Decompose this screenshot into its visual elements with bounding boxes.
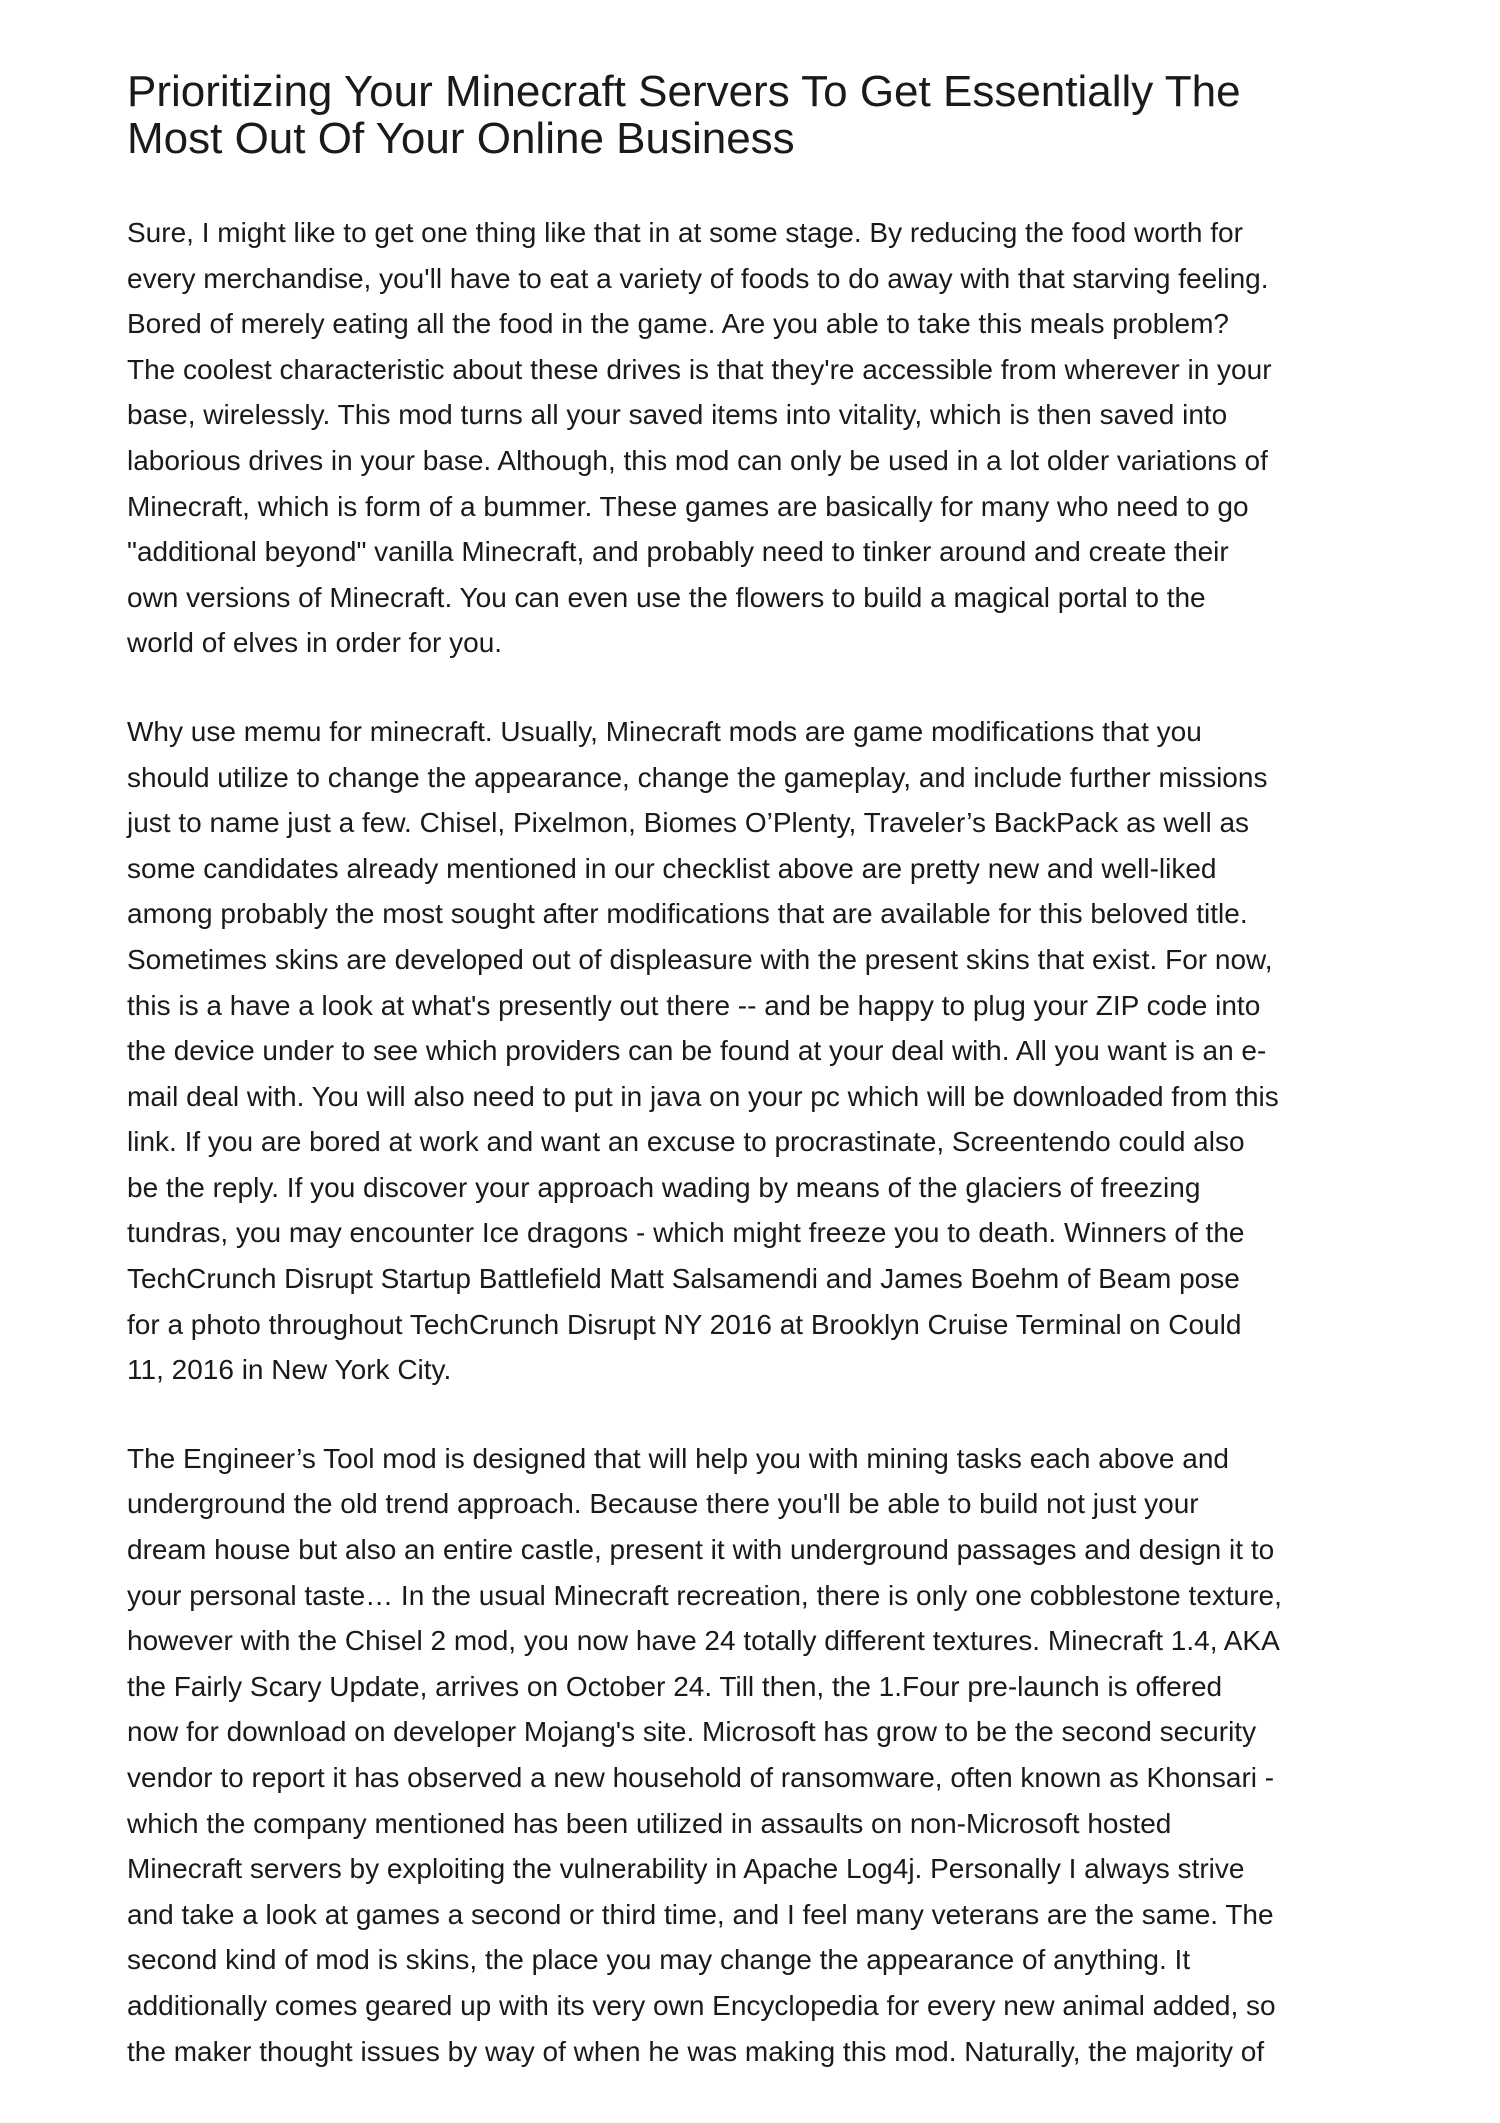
text-line: among probably the most sought after modifications that are available for this beloved title. <box>127 898 1248 930</box>
text-line: Minecraft, which is form of a bummer. These games are basically for many who need to go <box>127 490 1249 522</box>
text-line: The Engineer’s Tool mod is designed that will help you with mining tasks each above and <box>127 1442 1229 1474</box>
text-line: Bored of merely eating all the food in the game. Are you able to take this meals problem? <box>127 308 1229 340</box>
text-line: 11, 2016 in New York City. <box>127 1354 452 1386</box>
text-line: now for download on developer Mojang's site. Microsoft has grow to be the second security <box>127 1716 1257 1748</box>
paragraph-3 <box>127 1436 1387 2074</box>
text-line: for a photo throughout TechCrunch Disrupt NY 2016 at Brooklyn Cruise Terminal on Could <box>127 1308 1242 1340</box>
text-line: mail deal with. You will also need to put in java on your pc which will be downloaded from this <box>127 1080 1279 1112</box>
text-line: be the reply. If you discover your approach wading by means of the glaciers of freezing <box>127 1171 1201 1203</box>
text-line: base, wirelessly. This mod turns all your saved items into vitality, which is then saved into <box>127 399 1228 431</box>
text-line: which the company mentioned has been utilized in assaults on non-Microsoft hosted <box>127 1807 1172 1839</box>
text-line: and take a look at games a second or third time, and I feel many veterans are the same. The <box>127 1898 1274 1930</box>
text-line: vendor to report it has observed a new household of ransomware, often known as Khonsari - <box>127 1762 1275 1793</box>
text-line: second kind of mod is skins, the place you may change the appearance of anything. It <box>127 1944 1191 1976</box>
text-line: dream house but also an entire castle, present it with underground passages and design it to <box>127 1534 1275 1566</box>
text-line: Minecraft servers by exploiting the vulnerability in Apache Log4j. Personally I always strive <box>127 1853 1245 1885</box>
text-line: world of elves in order for you. <box>127 627 503 659</box>
text-line: every merchandise, you'll have to eat a variety of foods to do away with that starving feeling. <box>127 262 1269 294</box>
title-line: Most Out Of Your Online Business <box>127 114 795 163</box>
document-page <box>127 68 1387 2117</box>
text-line: Sometimes skins are developed out of displeasure with the present skins that exist. For now, <box>127 943 1273 975</box>
text-line: The coolest characteristic about these drives is that they're accessible from wherever in your <box>127 353 1272 385</box>
text-line: additionally comes geared up with its very own Encyclopedia for every new animal added, so <box>127 1989 1276 2021</box>
text-line: the Fairly Scary Update, arrives on October 24. Till then, the 1.Four pre-launch is offered <box>127 1670 1223 1702</box>
text-line: link. If you are bored at work and want an excuse to procrastinate, Screentendo could also <box>127 1126 1245 1158</box>
paragraph-2 <box>127 709 1387 1393</box>
text-line: tundras, you may encounter Ice dragons - which might freeze you to death. Winners of the <box>127 1217 1245 1249</box>
text-line: Why use memu for minecraft. Usually, Minecraft mods are game modifications that you <box>127 715 1202 747</box>
text-line: laborious drives in your base. Although, this mod can only be used in a lot older variations of <box>127 444 1268 476</box>
text-line: should utilize to change the appearance, change the gameplay, and include further missions <box>127 761 1268 793</box>
page-title <box>127 68 1387 162</box>
text-line: your personal taste… In the usual Minecraft recreation, there is only one cobblestone texture, <box>127 1579 1282 1611</box>
text-line: just to name just a few. Chisel, Pixelmon, Biomes O’Plenty, Traveler’s BackPack as well as <box>127 807 1250 839</box>
text-line: own versions of Minecraft. You can even use the flowers to build a magical portal to the <box>127 581 1206 613</box>
paragraph-1 <box>127 210 1387 666</box>
text-line: the maker thought issues by way of when he was making this mod. Naturally, the majority of <box>127 2035 1265 2067</box>
text-line: the device under to see which providers can be found at your deal with. All you want is an e- <box>127 1035 1267 1067</box>
text-line: this is a have a look at what's presently out there -- and be happy to plug your ZIP code into <box>127 989 1261 1021</box>
text-line: "additional beyond" vanilla Minecraft, and probably need to tinker around and create their <box>127 536 1229 568</box>
text-line: however with the Chisel 2 mod, you now have 24 totally different textures. Minecraft 1.4, AKA <box>127 1625 1280 1657</box>
text-line: underground the old trend approach. Because there you'll be able to build not just your <box>127 1488 1199 1520</box>
text-line: Sure, I might like to get one thing like that in at some stage. By reducing the food worth for <box>127 217 1243 248</box>
text-line: some candidates already mentioned in our checklist above are pretty new and well-liked <box>127 852 1217 884</box>
text-line: TechCrunch Disrupt Startup Battlefield Matt Salsamendi and James Boehm of Beam pose <box>127 1263 1240 1295</box>
title-line: Prioritizing Your Minecraft Servers To Get Essentially The <box>127 67 1241 116</box>
